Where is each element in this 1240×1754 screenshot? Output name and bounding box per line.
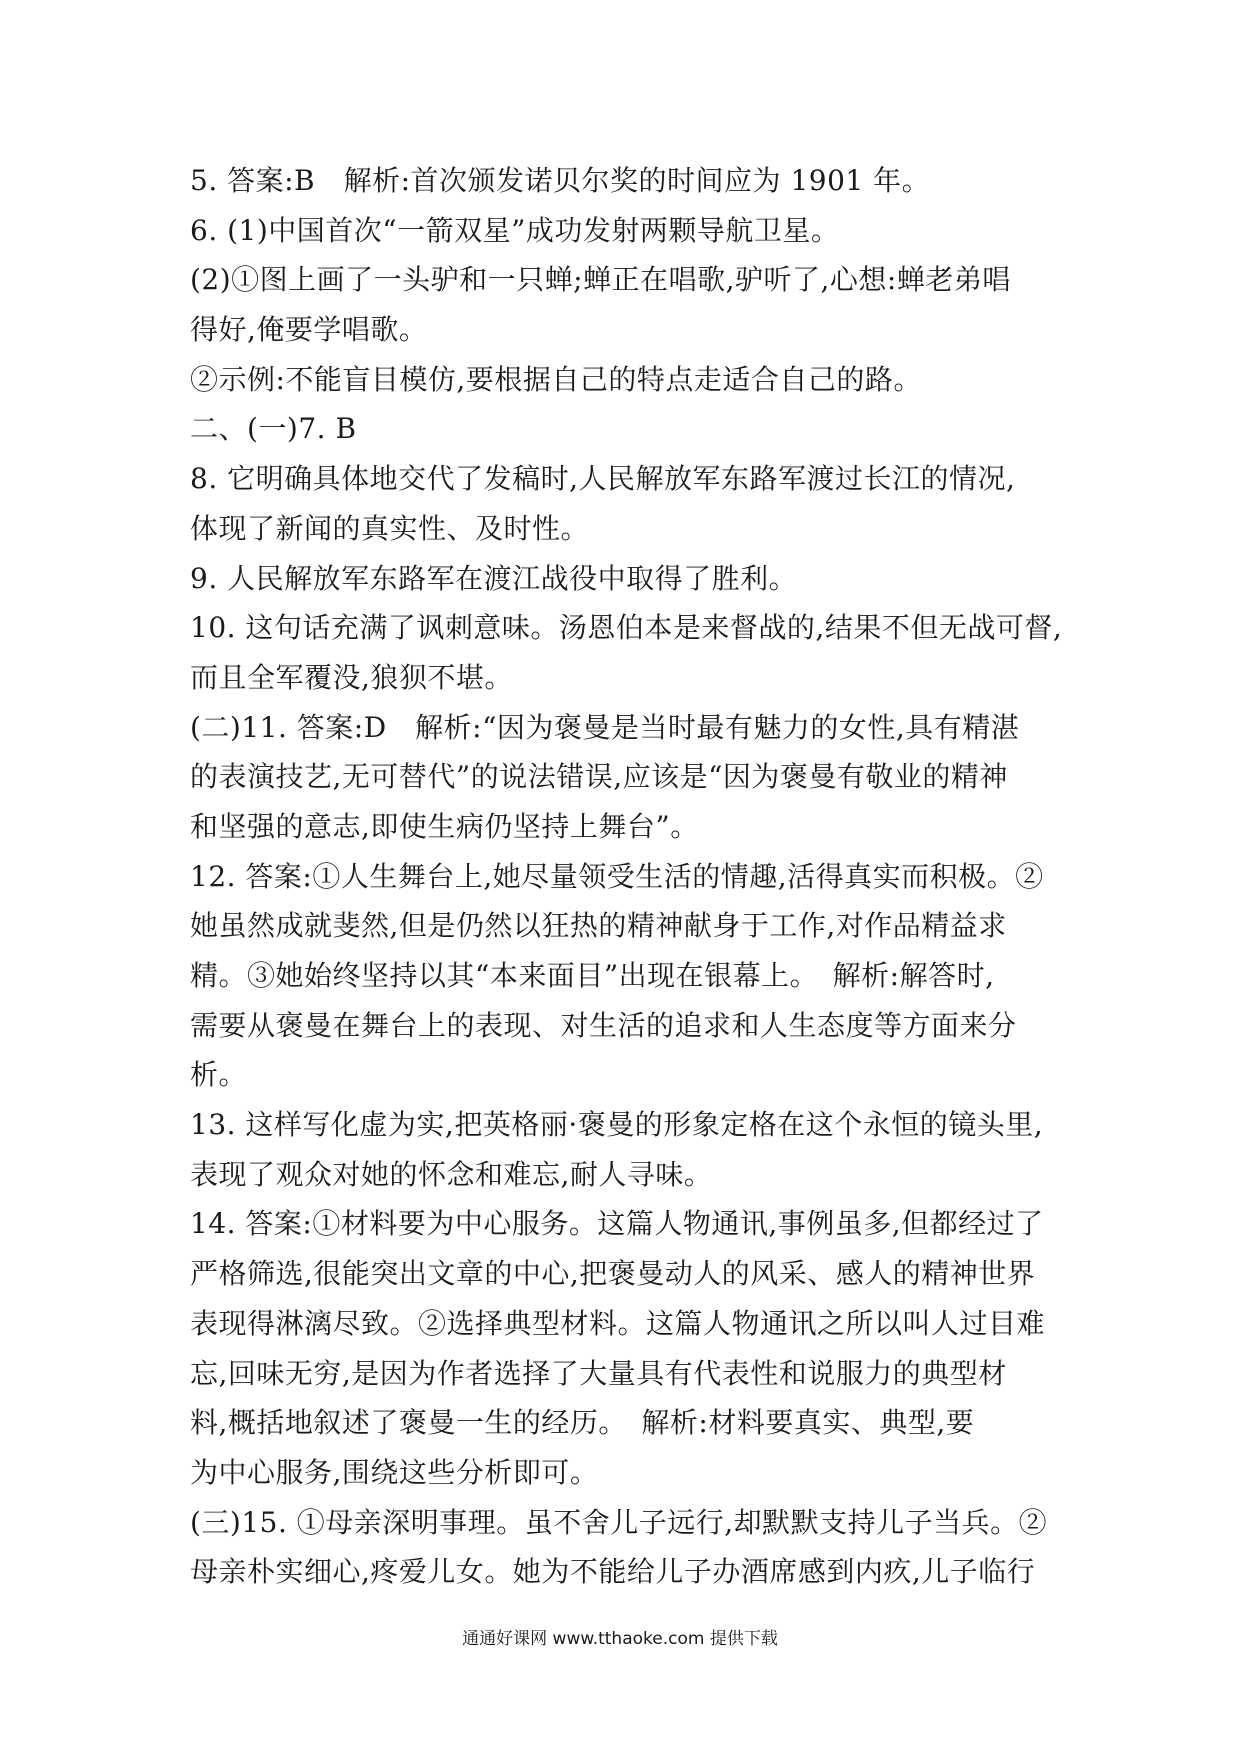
text-line: 13. 这样写化虚为实,把英格丽·褒曼的形象定格在这个永恒的镜头里, [190, 1108, 1044, 1142]
text-line: 6. (1)中国首次“一箭双星”成功发射两颗导航卫星。 [190, 213, 840, 247]
text-line: 5. 答案:B 解析:首次颁发诺贝尔奖的时间应为 1901 年。 [190, 164, 931, 197]
text-line: (三)15. ①母亲深明事理。虽不舍儿子远行,却默默支持儿子当兵。② [190, 1505, 1048, 1539]
text-line: 12. 答案:①人生舞台上,她尽量领受生活的情趣,活得真实而积极。② [190, 859, 1044, 893]
text-line: 8. 它明确具体地交代了发稿时,人民解放军东路军渡过长江的情况, [190, 462, 1016, 496]
text-line: 14. 答案:①材料要为中心服务。这篇人物通讯,事例虽多,但都经过了 [190, 1207, 1044, 1241]
text-line: 料,概括地叙述了褒曼一生的经历。 解析:材料要真实、典型,要 [190, 1406, 975, 1440]
text-line: 表现得淋漓尽致。②选择典型材料。这篇人物通讯之所以叫人过目难 [190, 1306, 1046, 1340]
text-line: 表现了观众对她的怀念和难忘,耐人寻味。 [190, 1157, 713, 1191]
text-line: 她虽然成就斐然,但是仍然以狂热的精神献身于工作,对作品精益求 [190, 909, 1007, 943]
text-line: 得好,俺要学唱歌。 [190, 313, 428, 347]
text-line: ②示例:不能盲目模仿,要根据自己的特点走适合自己的路。 [190, 362, 922, 396]
text-line: (2)①图上画了一头驴和一只蝉;蝉正在唱歌,驴听了,心想:蝉老弟唱 [190, 263, 1011, 297]
text-line: 为中心服务,围绕这些分析即可。 [190, 1455, 599, 1489]
text-line: 而且全军覆没,狼狈不堪。 [190, 660, 513, 694]
text-line: (二)11. 答案:D 解析:“因为褒曼是当时最有魅力的女性,具有精湛 [190, 710, 1020, 744]
text-line: 精。③她始终坚持以其“本来面目”出现在银幕上。 解析:解答时, [190, 959, 995, 992]
text-line: 需要从褒曼在舞台上的表现、对生活的追求和人生态度等方面来分 [190, 1008, 1017, 1042]
text-line: 10. 这句话充满了讽刺意味。汤恩伯本是来督战的,结果不但无战可督, [190, 611, 1063, 645]
answer-text-body [190, 156, 1080, 1597]
text-line: 和坚强的意志,即使生病仍坚持上舞台”。 [190, 809, 699, 843]
text-line: 严格筛选,很能突出文章的中心,把褒曼动人的风采、感人的精神世界 [190, 1257, 1036, 1291]
text-line: 的表演技艺,无可替代”的说法错误,应该是“因为褒曼有敬业的精神 [190, 760, 1008, 794]
text-line: 9. 人民解放军东路军在渡江战役中取得了胜利。 [190, 561, 798, 595]
text-line: 析。 [190, 1058, 248, 1092]
text-line: 二、(一)7. B [190, 412, 357, 446]
text-line: 忘,回味无穷,是因为作者选择了大量具有代表性和说服力的典型材 [190, 1356, 1007, 1390]
page-footer: 通通好课网 www.tthaoke.com 提供下载 [462, 1629, 778, 1649]
text-line: 体现了新闻的真实性、及时性。 [190, 511, 590, 545]
text-line: 母亲朴实细心,疼爱儿女。她为不能给儿子办酒席感到内疚,儿子临行 [190, 1555, 1036, 1589]
